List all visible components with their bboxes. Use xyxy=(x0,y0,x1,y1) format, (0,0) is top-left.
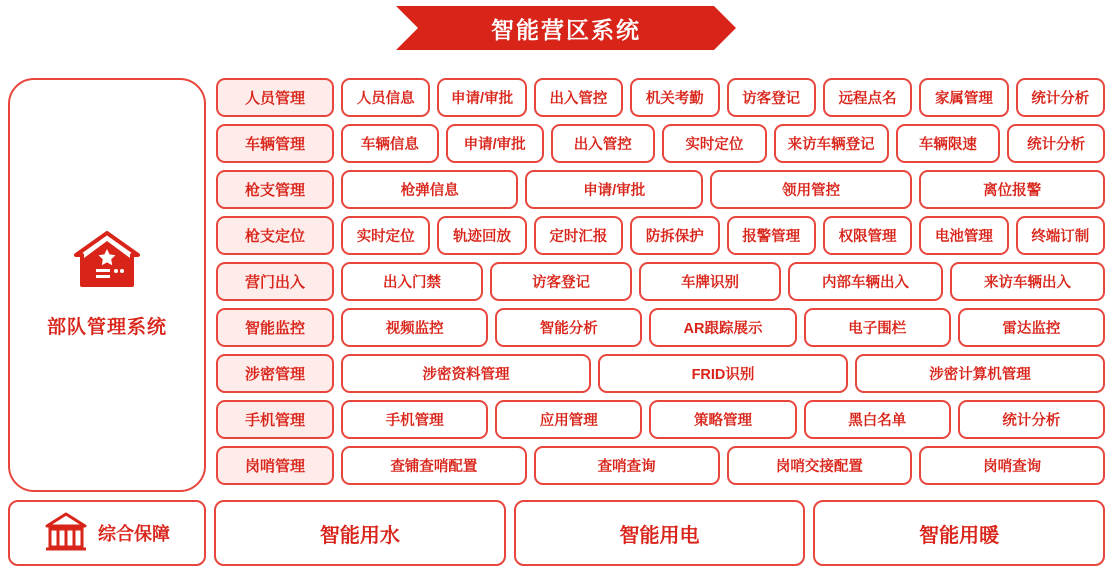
module-cell[interactable]: 内部车辆出入 xyxy=(788,262,943,301)
module-cell[interactable]: 出入管控 xyxy=(551,124,656,163)
bottom-cell[interactable]: 智能用暖 xyxy=(813,500,1105,566)
module-row xyxy=(216,216,1105,255)
module-cell[interactable]: 策略管理 xyxy=(649,400,796,439)
module-row xyxy=(216,400,1105,439)
module-cell[interactable]: 统计分析 xyxy=(1007,124,1105,163)
module-cell[interactable]: 岗哨查询 xyxy=(919,446,1105,485)
module-cell[interactable]: 黑白名单 xyxy=(804,400,951,439)
module-cell[interactable]: 定时汇报 xyxy=(534,216,623,255)
module-cell[interactable]: 人员信息 xyxy=(341,78,430,117)
module-cell[interactable]: 涉密计算机管理 xyxy=(855,354,1105,393)
module-cell[interactable]: 出入门禁 xyxy=(341,262,483,301)
module-cell[interactable]: 报警管理 xyxy=(727,216,816,255)
module-cell[interactable]: 访客登记 xyxy=(727,78,816,117)
category-2[interactable]: 枪支管理 xyxy=(216,170,334,209)
module-row xyxy=(216,446,1105,485)
left-panel-label: 部队管理系统 xyxy=(46,317,167,338)
module-cell[interactable]: 申请/审批 xyxy=(525,170,702,209)
module-cell[interactable]: 涉密资料管理 xyxy=(341,354,591,393)
module-cell[interactable]: 雷达监控 xyxy=(958,308,1105,347)
module-cell[interactable]: 轨迹回放 xyxy=(437,216,526,255)
module-cell[interactable]: 来访车辆登记 xyxy=(774,124,889,163)
module-cell[interactable]: 终端订制 xyxy=(1016,216,1105,255)
module-cell[interactable]: 电池管理 xyxy=(919,216,1008,255)
module-cell[interactable]: 车辆限速 xyxy=(896,124,1001,163)
module-cell[interactable]: 统计分析 xyxy=(958,400,1105,439)
module-cell[interactable]: 申请/审批 xyxy=(446,124,544,163)
module-cell[interactable]: FRID识别 xyxy=(598,354,848,393)
support-block[interactable] xyxy=(8,500,206,566)
module-cell[interactable]: 访客登记 xyxy=(490,262,632,301)
module-grid xyxy=(216,78,1105,485)
module-cell[interactable]: AR跟踪展示 xyxy=(649,308,796,347)
bottom-bar xyxy=(8,500,1105,566)
left-panel[interactable] xyxy=(8,78,206,492)
category-6[interactable]: 涉密管理 xyxy=(216,354,334,393)
building-icon xyxy=(44,511,88,556)
module-row xyxy=(216,354,1105,393)
module-cell[interactable]: 权限管理 xyxy=(823,216,912,255)
module-cell[interactable]: 实时定位 xyxy=(662,124,767,163)
module-cell[interactable]: 视频监控 xyxy=(341,308,488,347)
module-row xyxy=(216,78,1105,117)
module-row xyxy=(216,308,1105,347)
module-cell[interactable]: 出入管控 xyxy=(534,78,623,117)
module-cell[interactable]: 智能分析 xyxy=(495,308,642,347)
module-cell[interactable]: 来访车辆出入 xyxy=(950,262,1105,301)
category-8[interactable]: 岗哨管理 xyxy=(216,446,334,485)
module-cell[interactable]: 远程点名 xyxy=(823,78,912,117)
module-row xyxy=(216,124,1105,163)
module-cell[interactable]: 领用管控 xyxy=(710,170,912,209)
module-cell[interactable]: 车辆信息 xyxy=(341,124,439,163)
module-row xyxy=(216,170,1105,209)
module-cell[interactable]: 实时定位 xyxy=(341,216,430,255)
category-5[interactable]: 智能监控 xyxy=(216,308,334,347)
bottom-cell[interactable]: 智能用水 xyxy=(214,500,506,566)
module-cell[interactable]: 统计分析 xyxy=(1016,78,1105,117)
category-0[interactable]: 人员管理 xyxy=(216,78,334,117)
banner-title: 智能营区系统 xyxy=(491,16,641,43)
category-7[interactable]: 手机管理 xyxy=(216,400,334,439)
module-cell[interactable]: 岗哨交接配置 xyxy=(727,446,913,485)
module-cell[interactable]: 家属管理 xyxy=(919,78,1008,117)
module-row xyxy=(216,262,1105,301)
module-cell[interactable]: 离位报警 xyxy=(919,170,1105,209)
support-label: 综合保障 xyxy=(98,524,170,544)
module-cell[interactable]: 防拆保护 xyxy=(630,216,719,255)
bottom-cell[interactable]: 智能用电 xyxy=(514,500,806,566)
module-cell[interactable]: 机关考勤 xyxy=(630,78,719,117)
module-cell[interactable]: 申请/审批 xyxy=(437,78,526,117)
category-4[interactable]: 营门出入 xyxy=(216,262,334,301)
banner xyxy=(396,6,736,50)
category-3[interactable]: 枪支定位 xyxy=(216,216,334,255)
module-cell[interactable]: 车牌识别 xyxy=(639,262,781,301)
module-cell[interactable]: 枪弹信息 xyxy=(341,170,518,209)
house-star-icon xyxy=(72,231,142,298)
module-cell[interactable]: 查哨查询 xyxy=(534,446,720,485)
category-1[interactable]: 车辆管理 xyxy=(216,124,334,163)
module-cell[interactable]: 手机管理 xyxy=(341,400,488,439)
module-cell[interactable]: 应用管理 xyxy=(495,400,642,439)
module-cell[interactable]: 查铺查哨配置 xyxy=(341,446,527,485)
module-cell[interactable]: 电子围栏 xyxy=(804,308,951,347)
